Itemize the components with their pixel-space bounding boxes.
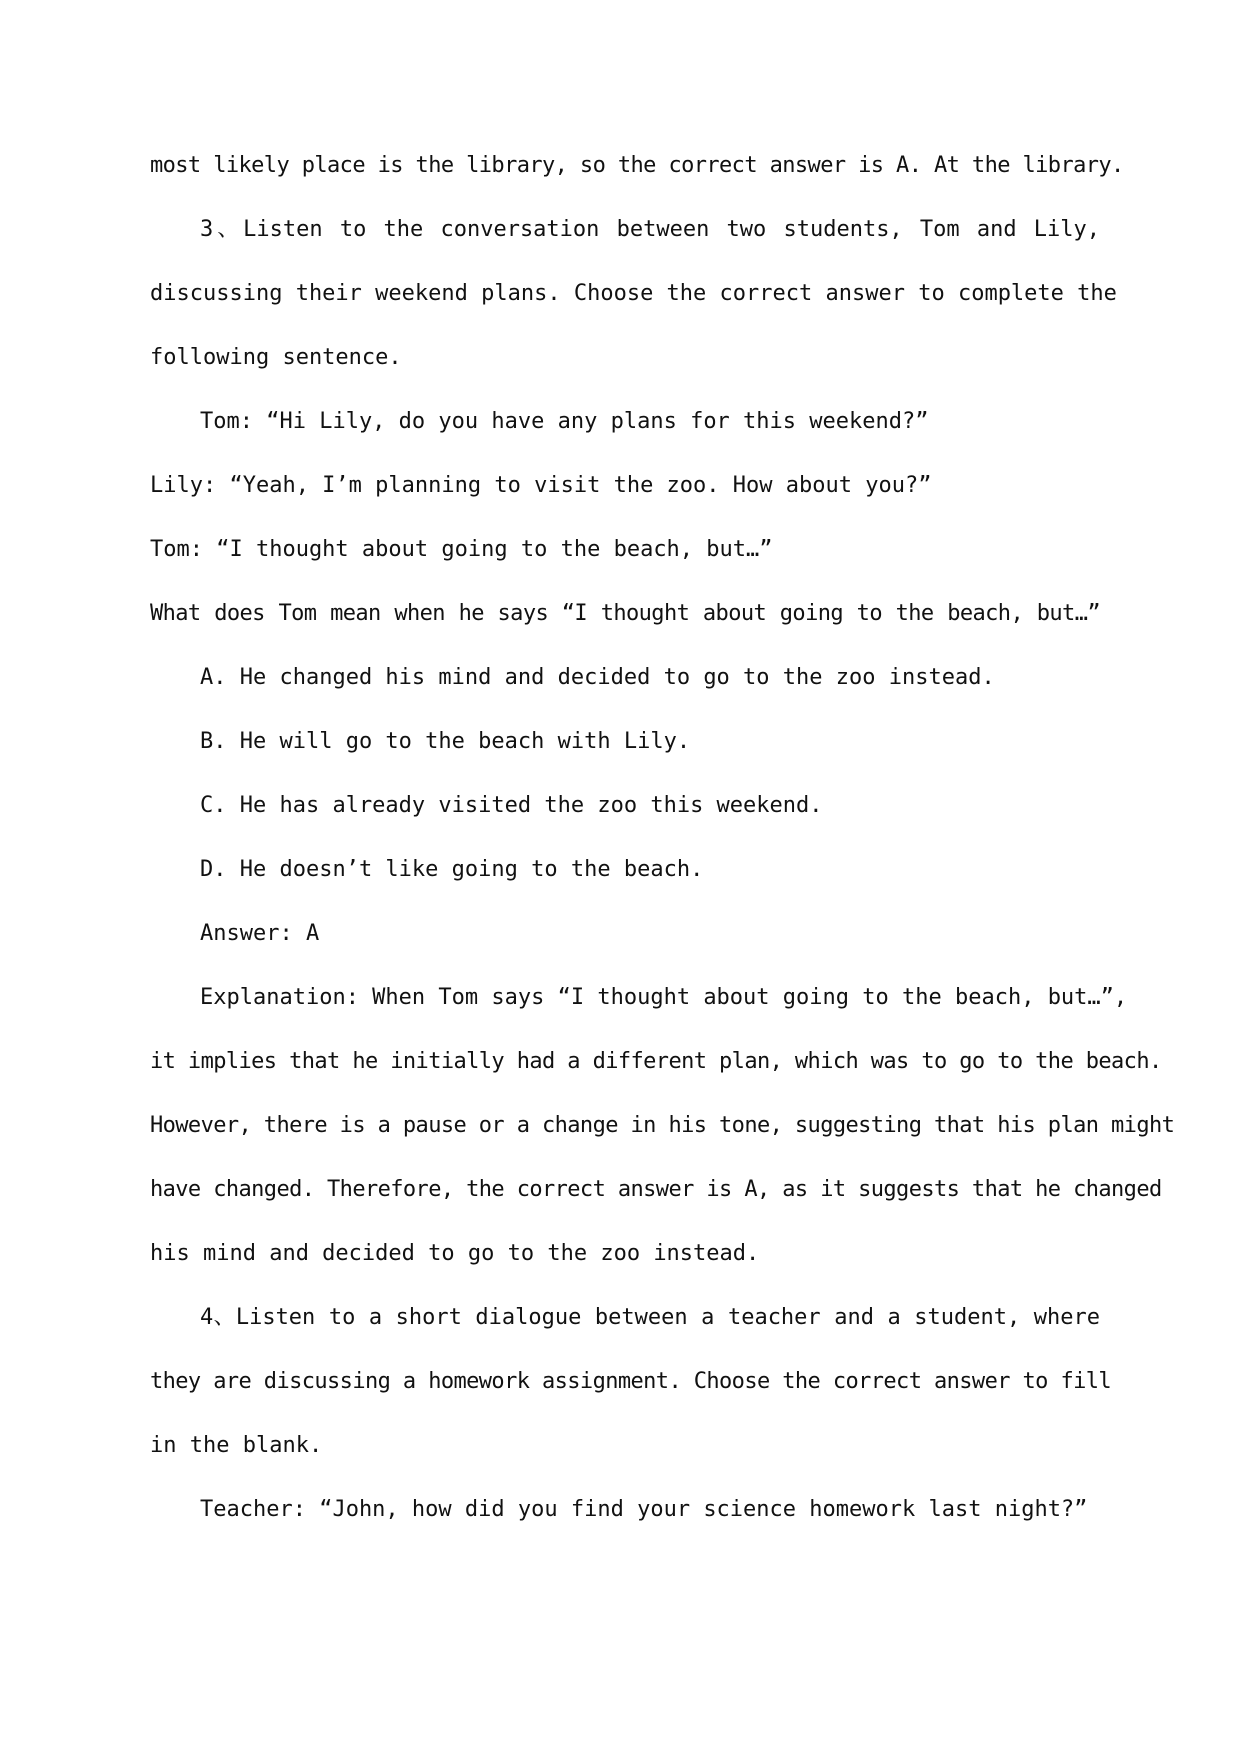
dialogue-teacher: Teacher: “John, how did you find your science homework last night?” (200, 1497, 1088, 1522)
option-a: A. He changed his mind and decided to go to the zoo instead. (200, 665, 995, 690)
explanation-line-2: it implies that he initially had a different plan, which was to go to the beach. (150, 1049, 1162, 1074)
question-4-line-2: they are discussing a homework assignment. Choose the correct answer to fill (150, 1369, 1112, 1394)
question-3-line-1: 3、Listen to the conversation between two students, Tom and Lily, (200, 217, 1100, 242)
answer-line: Answer: A (200, 921, 320, 946)
dialogue-lily: Lily: “Yeah, I’m planning to visit the zoo. How about you?” (150, 473, 932, 498)
option-c: C. He has already visited the zoo this weekend. (200, 793, 823, 818)
question-3-prompt: What does Tom mean when he says “I thought about going to the beach, but…” (150, 601, 1100, 626)
option-d: D. He doesn’t like going to the beach. (200, 857, 704, 882)
question-4-line-1: 4、Listen to a short dialogue between a teacher and a student, where (200, 1305, 1100, 1330)
question-4-line-3: in the blank. (150, 1433, 323, 1458)
explanation-line-3: However, there is a pause or a change in his tone, suggesting that his plan might (150, 1113, 1175, 1138)
explanation-line-1: Explanation: When Tom says “I thought about going to the beach, but…”, (200, 985, 1128, 1010)
dialogue-tom-2: Tom: “I thought about going to the beach, but…” (150, 537, 773, 562)
explanation-line-4: have changed. Therefore, the correct answer is A, as it suggests that he changed (150, 1177, 1162, 1202)
question-3-line-3: following sentence. (150, 345, 402, 370)
question-3-line-2: discussing their weekend plans. Choose the correct answer to complete the (150, 281, 1117, 306)
text-line-1: most likely place is the library, so the correct answer is A. At the library. (150, 153, 1124, 178)
dialogue-tom-1: Tom: “Hi Lily, do you have any plans for this weekend?” (200, 409, 929, 434)
explanation-line-5: his mind and decided to go to the zoo instead. (150, 1241, 760, 1266)
option-b: B. He will go to the beach with Lily. (200, 729, 691, 754)
